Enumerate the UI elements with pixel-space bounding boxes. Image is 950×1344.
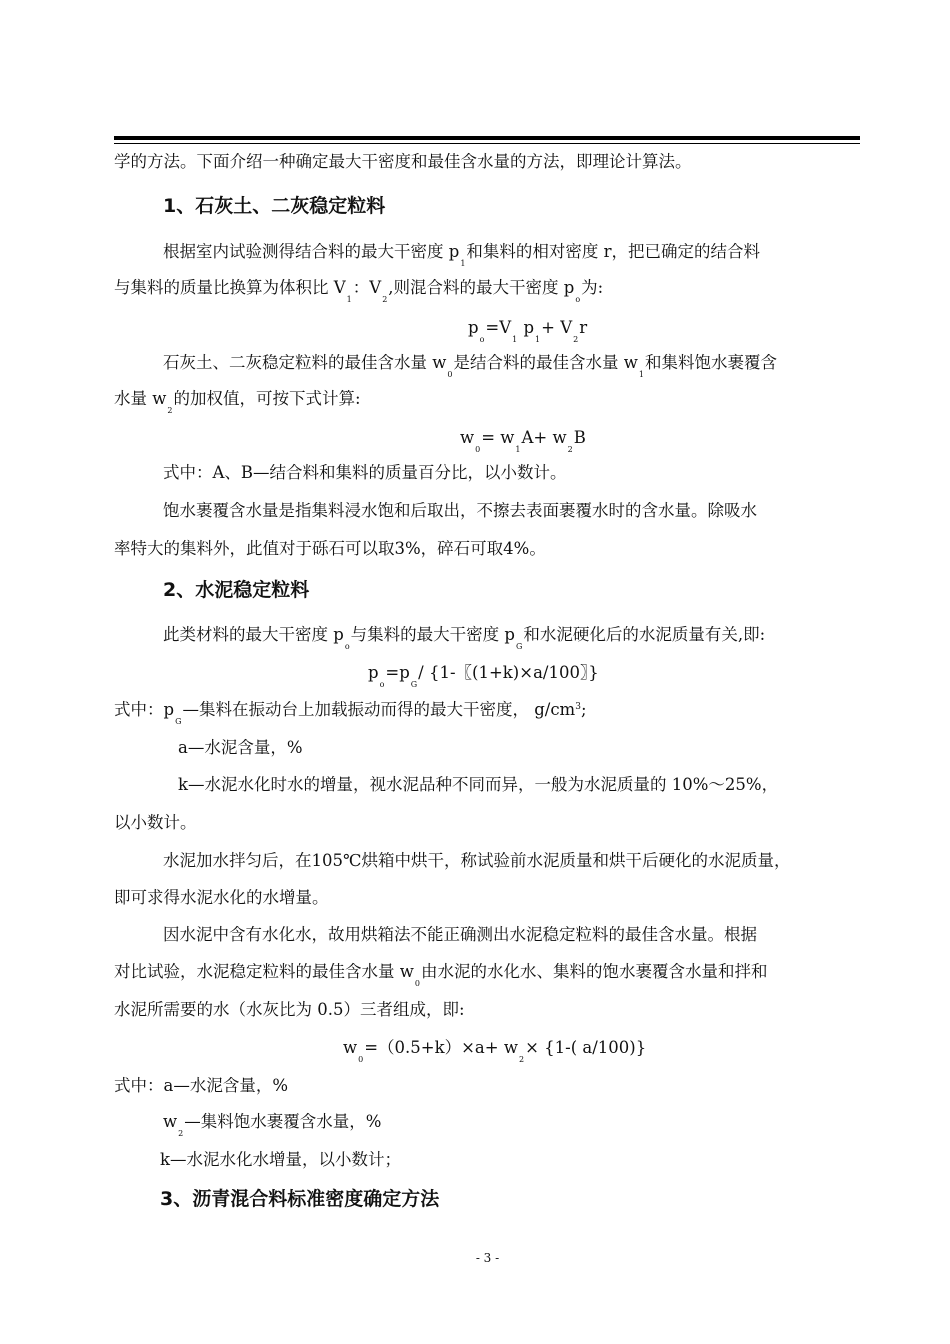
formula-max-density [468,316,588,344]
paragraph-line: 以小数计。 [114,813,197,832]
paragraph-line: 即可求得水泥水化的水增量。 [114,888,329,907]
superscript: 3 [575,702,581,712]
subscript: 1 [535,335,541,344]
text-segment: 是结合料的最佳含水量 w [453,353,638,372]
text-segment: ; [580,700,587,719]
paragraph-line: k—水泥水化水增量，以小数计； [160,1150,401,1169]
text-segment: 对比试验，水泥稳定粒料的最佳含水量 w [114,962,414,981]
text-segment: 与集料的最大干密度 p [350,625,515,644]
paragraph-line: 学的方法。下面介绍一种确定最大干密度和最佳含水量的方法，即理论计算法。 [114,152,692,171]
paragraph-line [163,623,766,651]
subscript: o [344,642,350,651]
text-segment: / {1-〖(1+k)×a/100〗} [418,663,599,682]
section-heading-2: 2、水泥稳定粒料 [163,579,310,601]
subscript: G [515,642,523,651]
text-segment: —集料饱水裹覆含水量，% [184,1112,382,1131]
text-segment: —集料在振动台上加载振动而得的最大干密度， g/cm [182,700,576,719]
text-segment: w [460,428,475,447]
text-segment: w [163,1112,178,1131]
page-number: - 3 - [475,1251,500,1265]
text-segment: = w [481,428,515,447]
subscript: 0 [475,445,481,454]
paragraph-line: k—水泥水化时水的增量，视水泥品种不同而异，一般为水泥质量的 10%～25%， [178,775,779,794]
paragraph-line [114,698,587,726]
text-segment: ：V [352,278,382,297]
subscript: 0 [358,1055,364,1064]
text-segment: =p [385,663,410,682]
paragraph-line: 式中：a—水泥含量，% [114,1076,289,1095]
text-segment: A+ w [521,428,567,447]
paragraph-line: 率特大的集料外，此值对于砾石可以取3%，碎石可取4%。 [114,539,546,558]
subscript: 0 [447,370,453,379]
paragraph-line [163,240,761,268]
text-segment: 的加权值，可按下式计算: [173,389,361,408]
paragraph-line [163,351,777,379]
text-segment: w [343,1038,358,1057]
text-segment: 式中：p [114,700,175,719]
text-segment: 根据室内试验测得结合料的最大干密度 p [163,242,460,261]
subscript: 2 [518,1055,525,1064]
subscript: G [410,680,418,689]
subscript: o [575,295,581,304]
text-segment: =V [485,318,512,337]
subscript: 1 [346,295,352,304]
formula-cement-moisture [343,1036,647,1064]
text-segment: p [518,318,535,337]
subscript: 2 [567,445,573,454]
subscript: 2 [178,1129,184,1138]
text-segment: =（0.5+k）×a+ w [364,1038,518,1057]
paragraph-line [163,1110,382,1138]
text-segment: + V [541,318,573,337]
text-segment: p [368,663,379,682]
paragraph-line [114,276,604,304]
section-heading-1: 1、石灰土、二灰稳定粒料 [163,195,386,217]
header-rule-thick [114,136,860,140]
text-segment: p [468,318,479,337]
text-segment: × {1-( a/100)} [525,1038,647,1057]
text-segment: 和集料饱水裹覆含 [644,353,777,372]
formula-cement-density [368,661,599,689]
text-segment: 水量 w [114,389,167,408]
subscript: 2 [382,295,388,304]
subscript: 1 [460,259,466,268]
text-segment: 由水泥的水化水、集料的饱水裹覆含水量和拌和 [420,962,768,981]
subscript: o [479,335,485,344]
paragraph-line [114,960,768,988]
formula-moisture-lime [460,426,586,454]
paragraph-line: 饱水裹覆含水量是指集料浸水饱和后取出，不擦去表面裹覆水时的含水量。除吸水 [163,501,757,520]
text-segment: 和集料的相对密度 r，把已确定的结合料 [466,242,761,261]
section-heading-3: 3、沥青混合料标准密度确定方法 [160,1188,440,1210]
paragraph-line: a—水泥含量，% [178,738,303,757]
subscript: 1 [515,445,521,454]
text-segment: ,则混合料的最大干密度 p [388,278,575,297]
text-segment: B [573,428,586,447]
text-segment: r [579,318,588,337]
text-segment: 石灰土、二灰稳定粒料的最佳含水量 w [163,353,447,372]
text-segment: 与集料的质量比换算为体积比 V [114,278,346,297]
subscript: G [175,717,182,726]
text-segment: 为: [581,278,604,297]
subscript: 2 [167,406,173,415]
subscript: 1 [512,335,518,344]
paragraph-line: 水泥加水拌匀后，在105℃烘箱中烘干，称试验前水泥质量和烘干后硬化的水泥质量， [163,851,791,870]
paragraph-line: 式中：A、B—结合料和集料的质量百分比，以小数计。 [163,463,567,482]
subscript: o [379,680,385,689]
text-segment: 和水泥硬化后的水泥质量有关,即: [523,625,766,644]
text-segment: 此类材料的最大干密度 p [163,625,344,644]
subscript: 0 [414,979,420,988]
paragraph-line: 因水泥中含有水化水，故用烘箱法不能正确测出水泥稳定粒料的最佳含水量。根据 [163,925,757,944]
paragraph-line: 水泥所需要的水（水灰比为 0.5）三者组成，即: [114,1000,465,1019]
paragraph-line [114,387,361,415]
header-rule-thin [114,143,860,144]
subscript: 1 [638,370,644,379]
subscript: 2 [573,335,579,344]
